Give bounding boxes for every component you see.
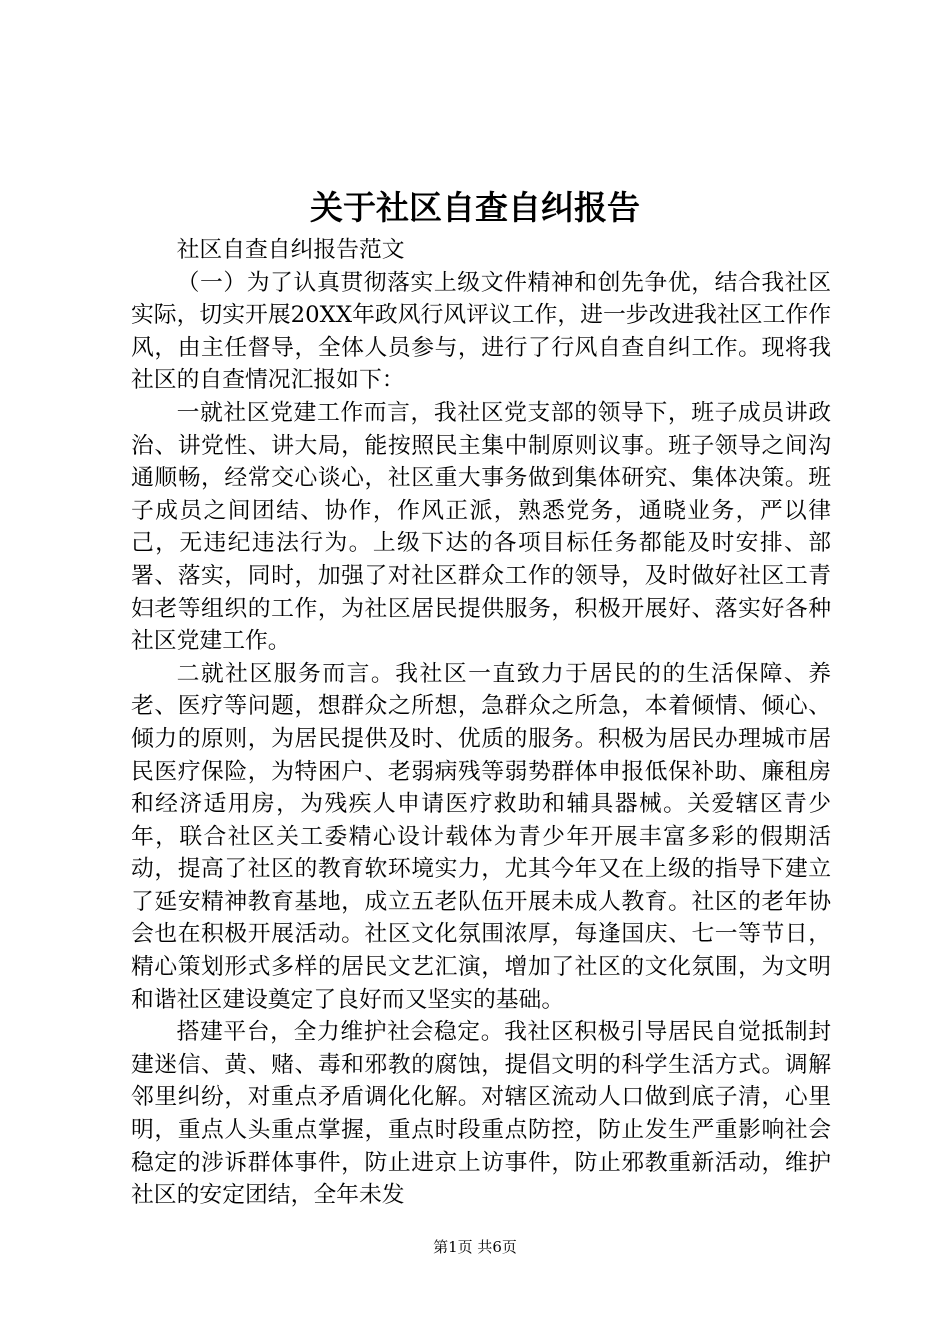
document-body — [131, 234, 831, 1212]
paragraph-community-service: 二就社区服务而言。我社区一直致力于居民的的生活保障、养老、医疗等问题，想群众之所想，急群众之所急，本着倾情、倾心、倾力的原则，为居民提供及时、优质的服务。积极为居民办理城市居民医疗保险，为特困户、老弱病残等弱势群体申报低保补助、廉租房和经济适用房，为残疾人申请医疗救助和辅具器械。关爱辖区青少年，联合社区关工委精心设计载体为青少年开展丰富多彩的假期活动，提高了社区的教育软环境实力，尤其今年又在上级的指导下建立了延安精神教育基地，成立五老队伍开展未成人教育。社区的老年协会也在积极开展活动。社区文化氛围浓厚，每逢国庆、七一等节日，精心策划形式多样的居民文艺汇演，增加了社区的文化氛围，为文明和谐社区建设奠定了良好而又坚实的基础。 — [131, 660, 831, 1013]
paragraph-subtitle: 社区自查自纠报告范文 — [176, 237, 405, 263]
paragraph-party-building: 一就社区党建工作而言，我社区党支部的领导下，班子成员讲政治、讲党性、讲大局，能按照民主集中制原则议事。班子领导之间沟通顺畅，经常交心谈心，社区重大事务做到集体研究、集体决策。班子成员之间团结、协作，作风正派，熟悉党务，通晓业务，严以律己，无违纪违法行为。上级下达的各项目标任务都能及时安排、部署、落实，同时，加强了对社区群众工作的领导，及时做好社区工青妇老等组织的工作，为社区居民提供服务，积极开展好、落实好各种社区党建工作。 — [131, 399, 831, 655]
page-footer: 第1页 共6页 — [433, 1238, 517, 1256]
paragraph-social-stability: 搭建平台，全力维护社会稳定。我社区积极引导居民自觉抵制封建迷信、黄、赌、毒和邪教的腐蚀，提倡文明的科学生活方式。调解邻里纠纷，对重点矛盾调化化解。对辖区流动人口做到底子清，心里明，重点人头重点掌握，重点时段重点防控，防止发生严重影响社会稳定的涉诉群体事件，防止进京上访事件，防止邪教重新活动，维护社区的安定团结，全年未发 — [131, 1019, 831, 1209]
document-title: 关于社区自查自纠报告 — [310, 188, 640, 227]
paragraph-intro: （一）为了认真贯彻落实上级文件精神和创先争优，结合我社区实际，切实开展20XX年政风行风评议工作，进一步改进我社区工作作风，由主任督导，全体人员参与，进行了行风自查自纠工作。现将我社区的自查情况汇报如下： — [131, 269, 831, 394]
